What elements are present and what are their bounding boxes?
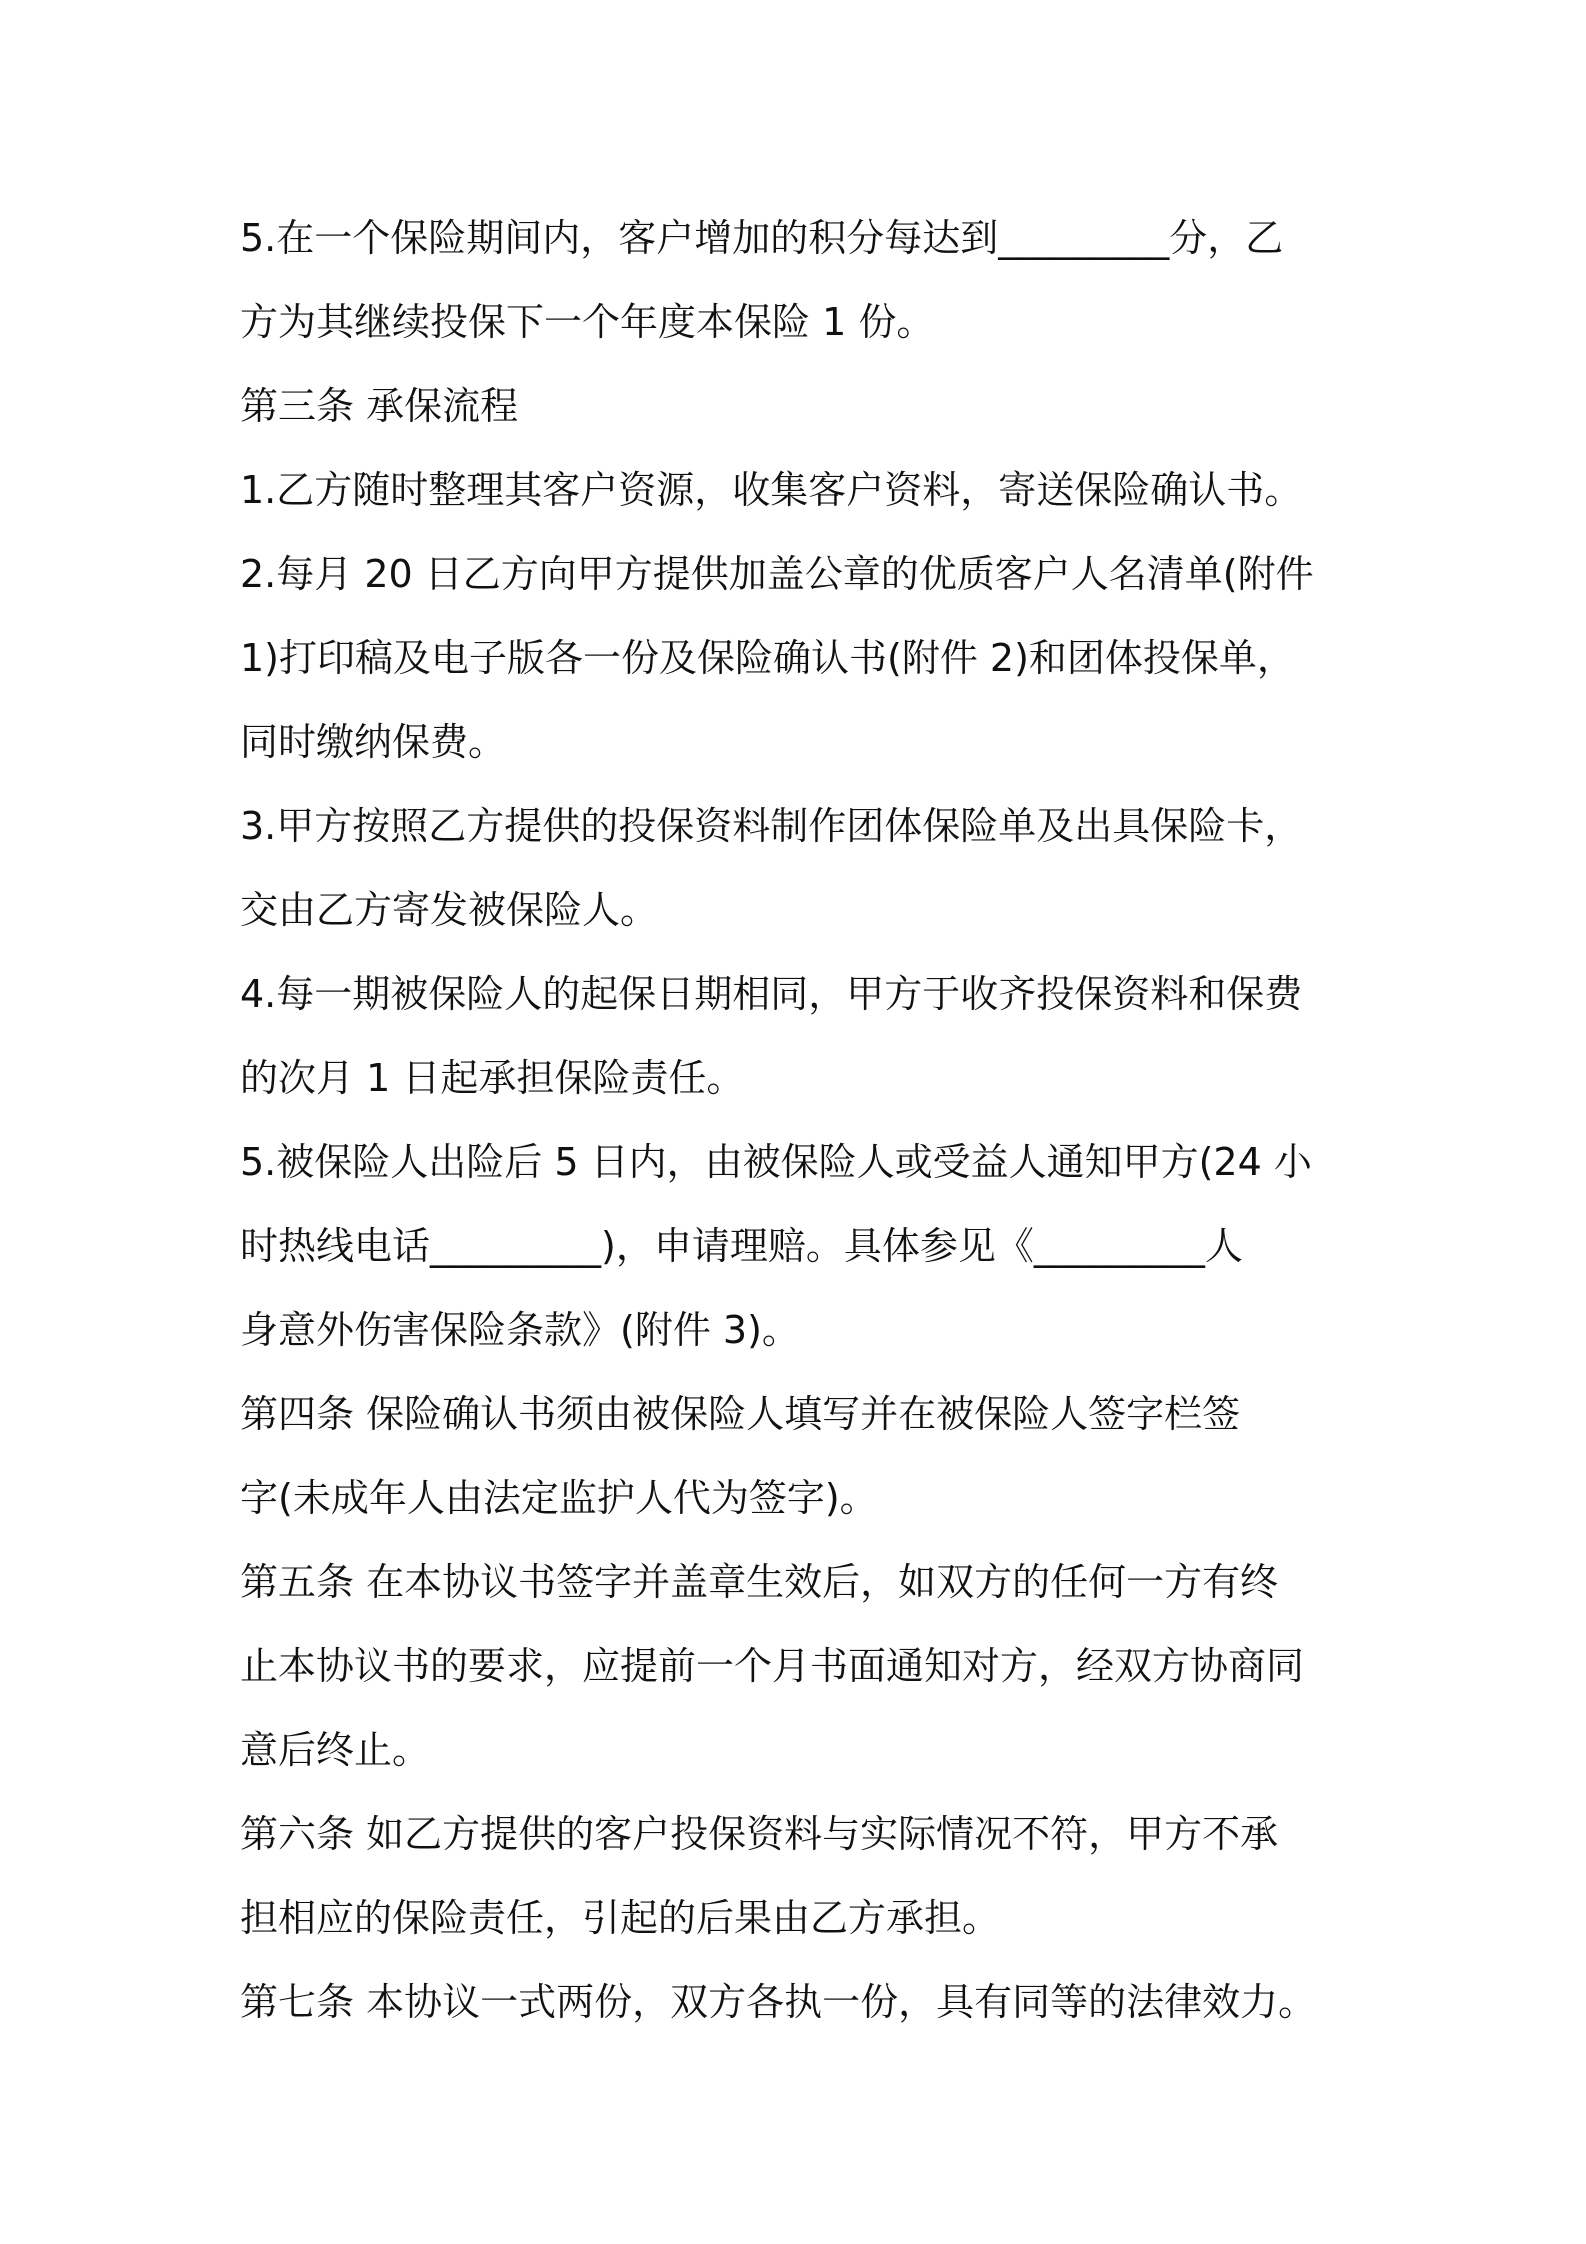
text-line: 3.甲方按照乙方提供的投保资料制作团体保险单及出具保险卡， — [240, 804, 1303, 848]
article-paragraph: 第四条 保险确认书须由被保险人填写并在被保险人签字栏签 — [240, 1392, 1241, 1436]
text-line: 1)打印稿及电子版各一份及保险确认书(附件 2)和团体投保单， — [240, 636, 1295, 680]
text-line: 同时缴纳保费。 — [240, 720, 507, 764]
text-line: 的次月 1 日起承担保险责任。 — [240, 1056, 745, 1100]
text-line: 止本协议书的要求，应提前一个月书面通知对方，经双方协商同 — [240, 1644, 1305, 1688]
text-line: 2.每月 20 日乙方向甲方提供加盖公章的优质客户人名清单(附件 — [240, 552, 1314, 596]
text-line: 1.乙方随时整理其客户资源，收集客户资料，寄送保险确认书。 — [240, 468, 1303, 512]
text-line: 4.每一期被保险人的起保日期相同，甲方于收齐投保资料和保费 — [240, 972, 1303, 1016]
text-line: 方为其继续投保下一个年度本保险 1 份。 — [240, 300, 935, 344]
article-heading: 第三条 承保流程 — [240, 384, 519, 428]
article-paragraph: 第六条 如乙方提供的客户投保资料与实际情况不符，甲方不承 — [240, 1812, 1279, 1856]
text-line: 时热线电话_________)，申请理赔。具体参见《_________人 — [240, 1224, 1243, 1268]
text-line: 交由乙方寄发被保险人。 — [240, 888, 659, 932]
text-line: 身意外伤害保险条款》(附件 3)。 — [240, 1308, 800, 1352]
text-line: 5.被保险人出险后 5 日内，由被保险人或受益人通知甲方(24 小 — [240, 1140, 1312, 1184]
text-line: 字(未成年人由法定监护人代为签字)。 — [240, 1476, 878, 1520]
document-body — [240, 196, 1360, 2044]
text-line: 担相应的保险责任，引起的后果由乙方承担。 — [240, 1896, 1001, 1940]
article-paragraph: 第五条 在本协议书签字并盖章生效后，如双方的任何一方有终 — [240, 1560, 1279, 1604]
text-line: 意后终止。 — [240, 1728, 431, 1772]
text-line: 5.在一个保险期间内，客户增加的积分每达到_________分，乙 — [240, 216, 1284, 260]
article-paragraph: 第七条 本协议一式两份，双方各执一份，具有同等的法律效力。 — [240, 1980, 1317, 2024]
